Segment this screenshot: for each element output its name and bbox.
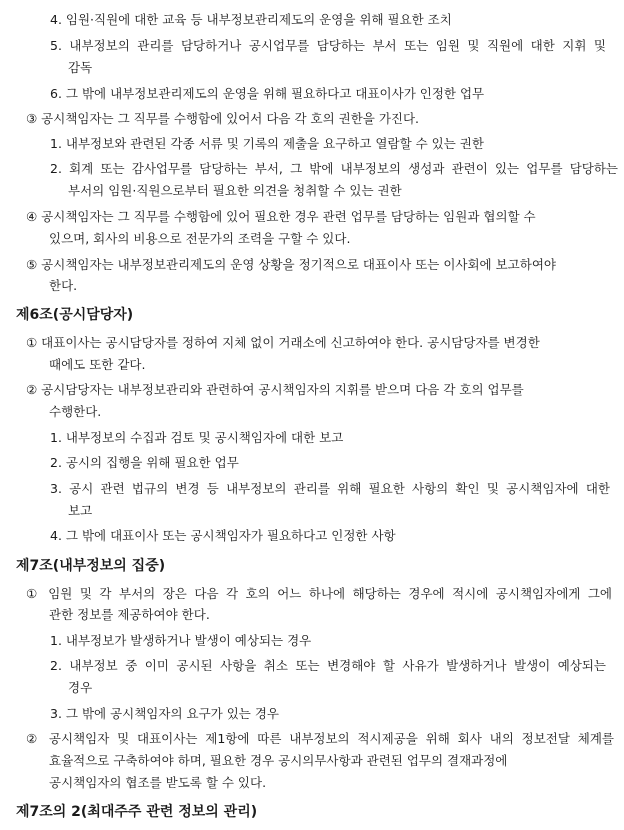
- paragraph-continuation: 있으며, 회사의 비용으로 전문가의 조력을 구할 수 있다.: [49, 231, 351, 246]
- paragraph-continuation: 한다.: [49, 278, 78, 293]
- list-item: 6. 그 밖에 내부정보관리제도의 운영을 위해 필요하다고 대표이사가 인정한 업무: [50, 86, 485, 101]
- article-heading: 제7조(내부정보의 집중): [16, 558, 166, 574]
- paragraph-item: ⑤ 공시책임자는 내부정보관리제도의 운영 상황을 정기적으로 대표이사 또는 이사회에 보고하여야: [26, 257, 556, 272]
- list-item: 2. 내부정보 중 이미 공시된 사항을 취소 또는 변경해야 할 사유가 발생하거나 발생이 예상되는: [50, 658, 606, 673]
- paragraph-item: ④ 공시책임자는 그 직무를 수행함에 있어 필요한 경우 관련 업무를 담당하는 임원과 협의할 수: [26, 209, 536, 224]
- paragraph-continuation: 공시책임자의 협조를 받도록 할 수 있다.: [49, 775, 267, 790]
- paragraph-continuation: 수행한다.: [49, 404, 102, 419]
- list-item-continuation: 감독: [68, 60, 93, 75]
- paragraph-item: ① 임원 및 각 부서의 장은 다음 각 호의 어느 하나에 해당하는 경우에 적시에 공시책임자에게 그에: [26, 586, 612, 601]
- list-item-continuation: 경우: [68, 680, 93, 695]
- paragraph-continuation: 효율적으로 구축하여야 하며, 필요한 경우 공시의무사항과 관련된 업무의 결재과정에: [49, 753, 508, 768]
- list-item: 1. 내부정보가 발생하거나 발생이 예상되는 경우: [50, 633, 312, 648]
- article-heading: 제7조의 2(최대주주 관련 정보의 관리): [16, 804, 258, 820]
- list-item: 5. 내부정보의 관리를 담당하거나 공시업무를 담당하는 부서 또는 임원 및 직원에 대한 지휘 및: [50, 38, 606, 53]
- paragraph-item: ② 공시책임자 및 대표이사는 제1항에 따른 내부정보의 적시제공을 위해 회사 내의 정보전달 체계를: [26, 731, 614, 746]
- paragraph-continuation: 관한 정보를 제공하여야 한다.: [49, 607, 210, 622]
- article-heading: 제6조(공시담당자): [16, 307, 134, 323]
- paragraph-item: ① 대표이사는 공시담당자를 정하여 지체 없이 거래소에 신고하여야 한다. 공시담당자를 변경한: [26, 335, 540, 350]
- list-item: 4. 그 밖에 대표이사 또는 공시책임자가 필요하다고 인정한 사항: [50, 528, 396, 543]
- list-item: 3. 공시 관련 법규의 변경 등 내부정보의 관리를 위해 필요한 사항의 확인 및 공시책임자에 대한: [50, 481, 610, 496]
- paragraph-item: ② 공시담당자는 내부정보관리와 관련하여 공시책임자의 지휘를 받으며 다음 각 호의 업무를: [26, 382, 524, 397]
- list-item: 2. 공시의 집행을 위해 필요한 업무: [50, 455, 239, 470]
- list-item-continuation: 보고: [68, 503, 93, 518]
- list-item: 3. 그 밖에 공시책임자의 요구가 있는 경우: [50, 706, 279, 721]
- list-item: 1. 내부정보의 수집과 검토 및 공시책임자에 대한 보고: [50, 430, 344, 445]
- list-item-continuation: 부서의 임원·직원으로부터 필요한 의견을 청취할 수 있는 권한: [68, 183, 402, 198]
- paragraph-item: ③ 공시책임자는 그 직무를 수행함에 있어서 다음 각 호의 권한을 가진다.: [26, 111, 420, 126]
- list-item: 2. 회계 또는 감사업무를 담당하는 부서, 그 밖에 내부정보의 생성과 관련이 있는 업무를 담당하는: [50, 161, 618, 176]
- paragraph-continuation: 때에도 또한 같다.: [49, 357, 146, 372]
- list-item: 4. 임원·직원에 대한 교육 등 내부정보관리제도의 운영을 위해 필요한 조치: [50, 12, 452, 27]
- list-item: 1. 내부정보와 관련된 각종 서류 및 기록의 제출을 요구하고 열람할 수 있는 권한: [50, 136, 484, 151]
